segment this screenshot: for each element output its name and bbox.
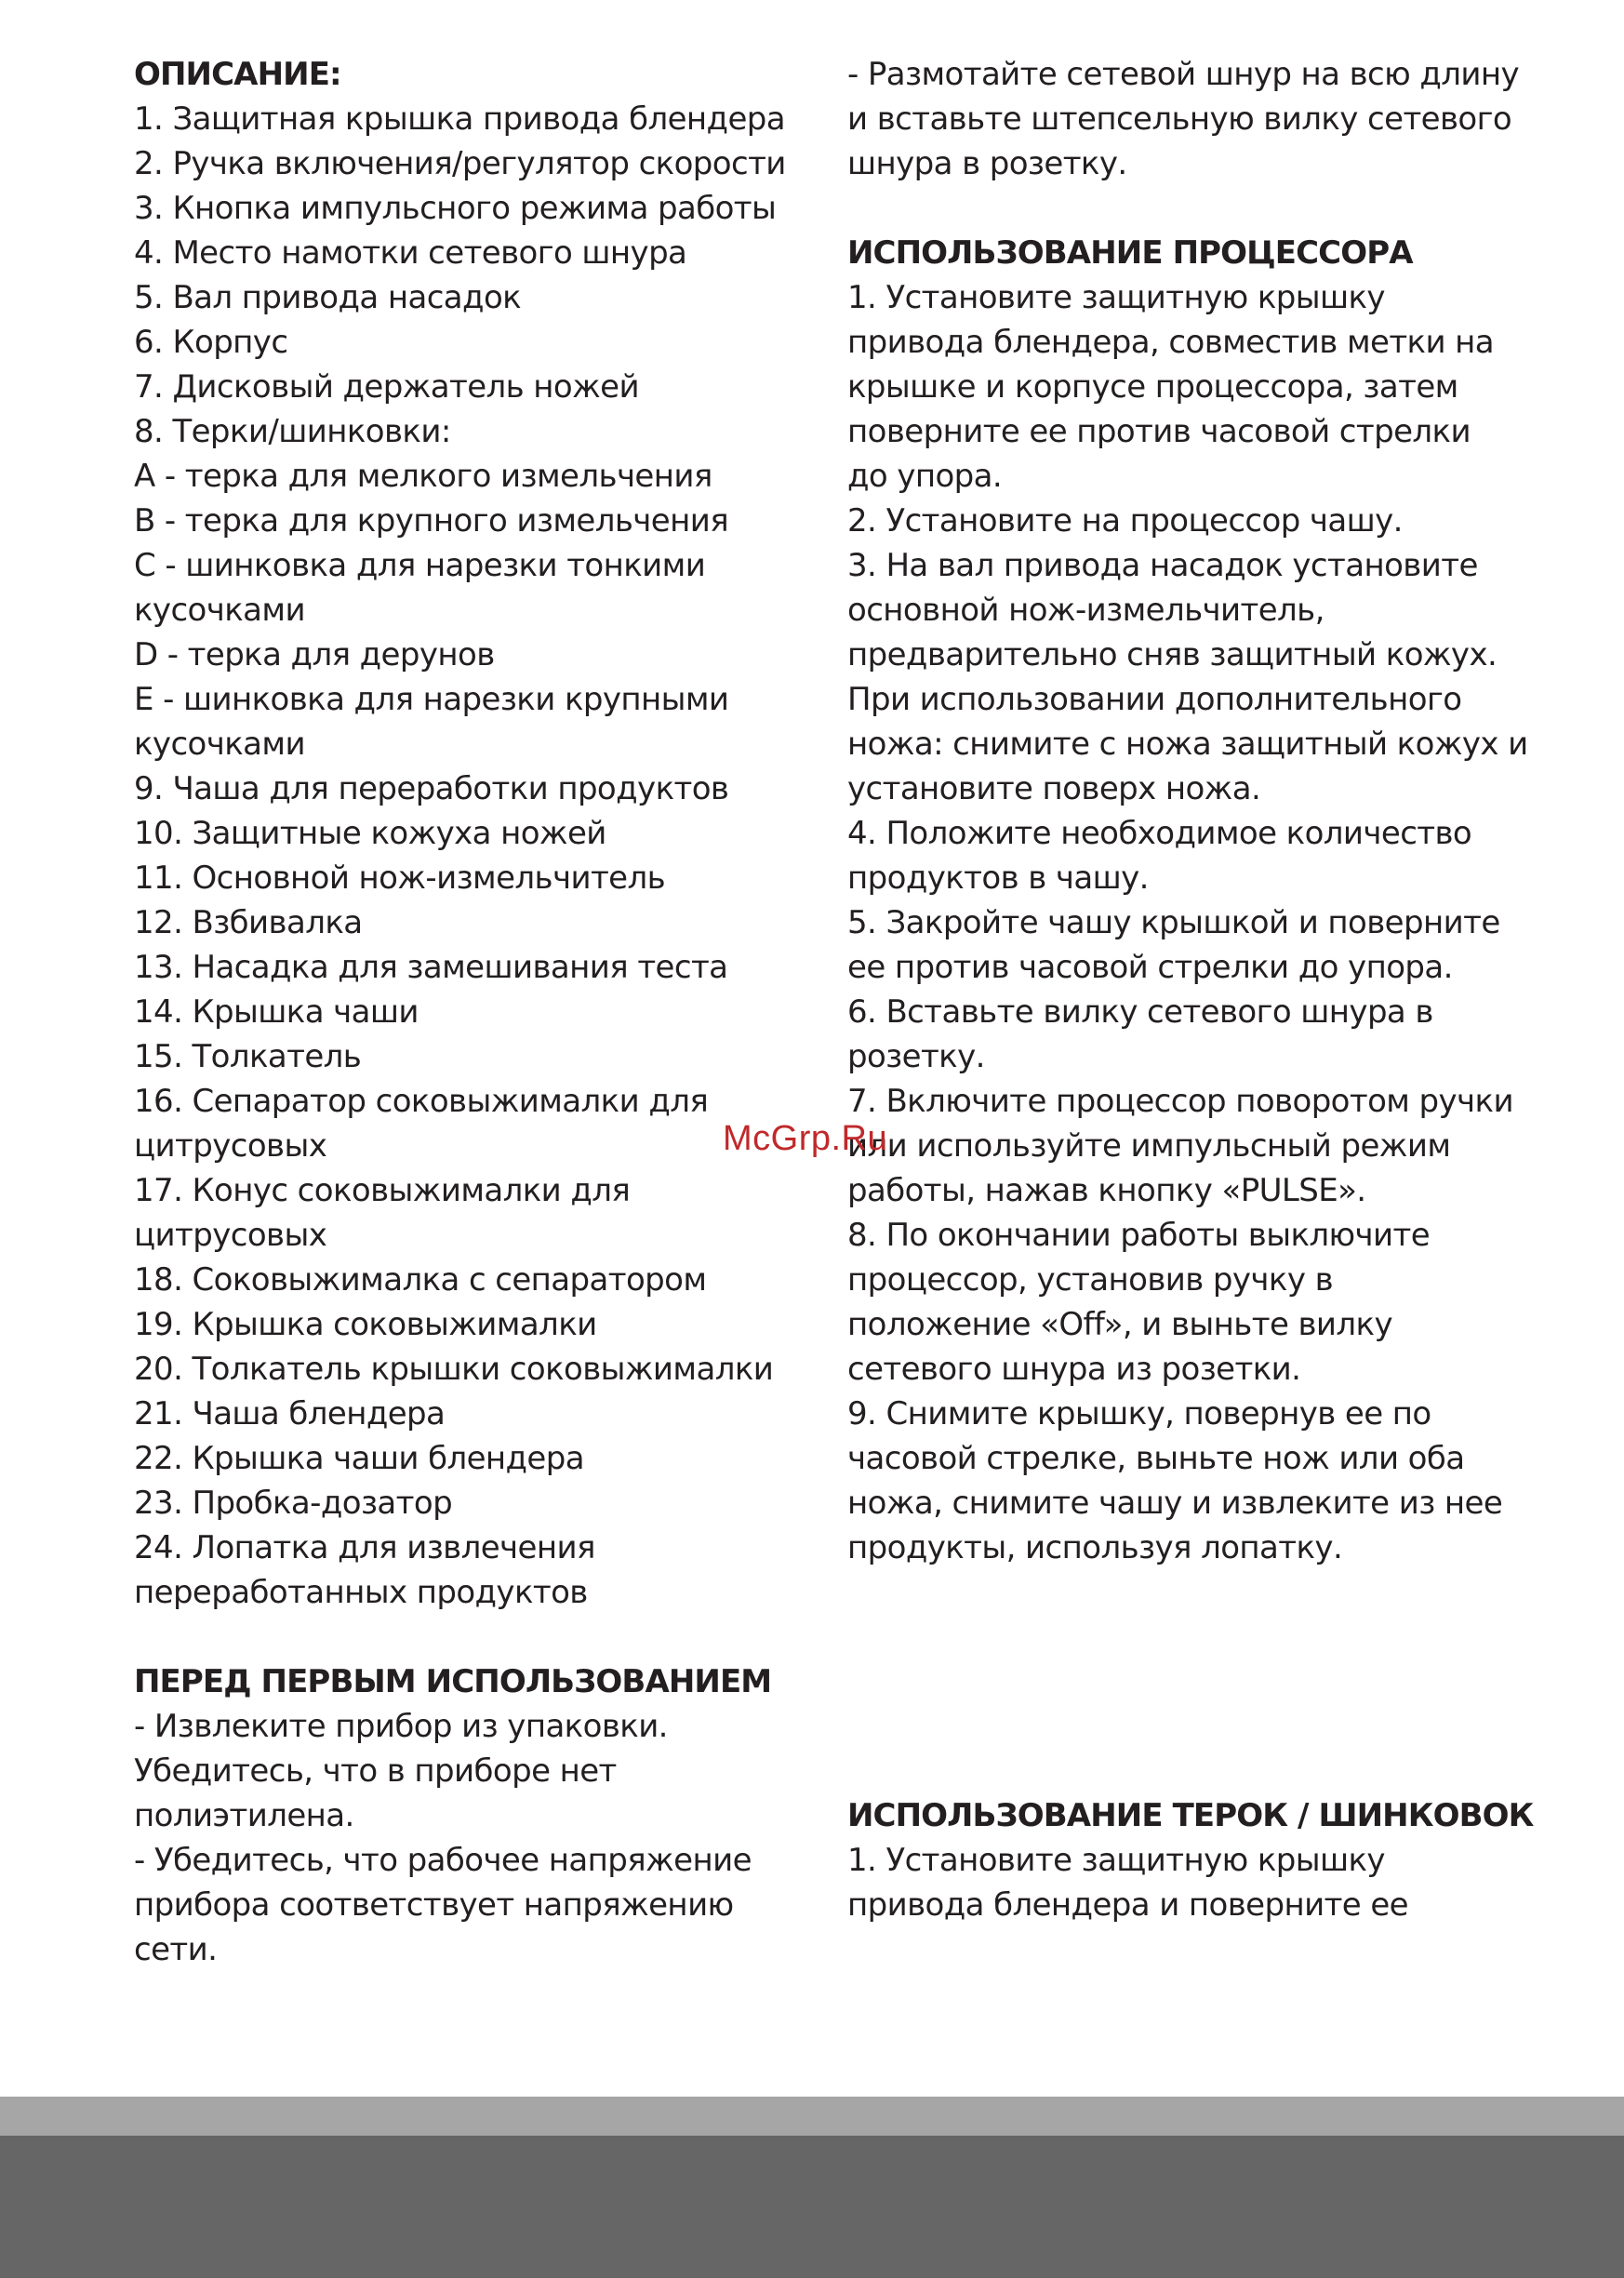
text-line: 22. Крышка чаши блендера [134,1440,584,1477]
text-line: продуктов в чашу. [847,859,1149,897]
text-line: привода блендера, совместив метки на [847,324,1495,361]
text-line: 16. Сепаратор соковыжималки для [134,1083,709,1120]
text-line: C - шинковка для нарезки тонкими [134,547,706,584]
text-line: переработанных продуктов [134,1574,588,1611]
text-line: 1. Установите защитную крышку [847,279,1385,316]
graters-use-heading: ИСПОЛЬЗОВАНИЕ ТЕРОК / ШИНКОВОК [847,1797,1534,1834]
text-line: При использовании дополнительного [847,681,1462,718]
text-line: 10. Защитные кожуха ножей [134,815,606,852]
text-line: кусочками [134,726,305,763]
text-line: ножа, снимите чашу и извлеките из нее [847,1485,1503,1522]
text-line: или используйте импульсный режим [847,1127,1451,1165]
text-line: 18. Соковыжималка с сепаратором [134,1261,707,1299]
text-line: розетку. [847,1038,985,1075]
processor-use-text [847,275,1536,1570]
text-line: 23. Пробка-дозатор [134,1485,453,1522]
text-line: 7. Включите процессор поворотом ручки [847,1083,1513,1120]
before-first-use-text [134,1704,822,1972]
text-line: ее против часовой стрелки до упора. [847,949,1453,986]
section-spacer [847,186,1536,231]
processor-use-heading: ИСПОЛЬЗОВАНИЕ ПРОЦЕССОРА [847,234,1413,272]
text-line: полиэтилена. [134,1797,354,1834]
text-line: - Убедитесь, что рабочее напряжение [134,1842,752,1879]
text-line: - Размотайте сетевой шнур на всю длину [847,56,1520,93]
text-line: привода блендера и поверните ее [847,1886,1408,1924]
text-line: 6. Вставьте вилку сетевого шнура в [847,993,1433,1031]
text-line: 9. Чаша для переработки продуктов [134,770,729,807]
text-line: Убедитесь, что в приборе нет [134,1752,617,1790]
text-line: поверните ее против часовой стрелки [847,413,1471,450]
text-line: 6. Корпус [134,324,288,361]
text-line: 2. Ручка включения/регулятор скорости [134,145,786,182]
text-line: 2. Установите на процессор чашу. [847,502,1403,540]
left-column [134,52,822,1972]
text-line: цитрусовых [134,1217,327,1254]
text-line: шнура в розетку. [847,145,1127,182]
text-line: 20. Толкатель крышки соковыжималки [134,1351,774,1388]
text-line: 3. На вал привода насадок установите [847,547,1478,584]
text-line: 13. Насадка для замешивания теста [134,949,728,986]
text-line: кусочками [134,592,305,629]
text-line: 1. Защитная крышка привода блендера [134,100,785,138]
text-line: часовой стрелке, выньте нож или оба [847,1440,1465,1477]
watermark-text: McGrp.Ru [723,1119,888,1158]
text-line: 3. Кнопка импульсного режима работы [134,190,777,227]
text-line: положение «Off», и выньте вилку [847,1306,1392,1343]
section-spacer [134,1615,822,1659]
text-line: и вставьте штепсельную вилку сетевого [847,100,1512,138]
text-line: A - терка для мелкого измельчения [134,458,712,495]
continued-text [847,52,1536,186]
text-line: 8. Терки/шинковки: [134,413,451,450]
footer-band-light [0,2097,1624,2136]
text-line: установите поверх ножа. [847,770,1261,807]
text-line: - Извлеките прибор из упаковки. [134,1708,668,1745]
footer-band-dark [0,2136,1624,2278]
text-line: сети. [134,1931,218,1968]
text-line: 8. По окончании работы выключите [847,1217,1431,1254]
text-line: ножа: снимите с ножа защитный кожух и [847,726,1528,763]
right-column [847,52,1536,1927]
text-line: 15. Толкатель [134,1038,362,1075]
text-line: прибора соответствует напряжению [134,1886,734,1924]
text-line: E - шинковка для нарезки крупными [134,681,729,718]
before-first-use-heading: ПЕРЕД ПЕРВЫМ ИСПОЛЬЗОВАНИЕМ [134,1663,772,1700]
text-line: 11. Основной нож-измельчитель [134,859,666,897]
text-line: 24. Лопатка для извлечения [134,1529,595,1566]
text-line: предварительно сняв защитный кожух. [847,636,1498,673]
text-line: процессор, установив ручку в [847,1261,1334,1299]
text-line: 12. Взбивалка [134,904,363,941]
text-line: 17. Конус соковыжималки для [134,1172,631,1209]
graters-use-text [847,1838,1536,1927]
description-heading: ОПИСАНИЕ: [134,56,341,93]
text-line: 5. Вал привода насадок [134,279,522,316]
text-line: продукты, используя лопатку. [847,1529,1343,1566]
text-line: 4. Место намотки сетевого шнура [134,234,687,272]
text-line: 14. Крышка чаши [134,993,419,1031]
text-line: 19. Крышка соковыжималки [134,1306,597,1343]
text-line: 9. Снимите крышку, повернув ее по [847,1395,1431,1432]
text-line: 7. Дисковый держатель ножей [134,368,639,406]
text-line: крышке и корпусе процессора, затем [847,368,1458,406]
text-line: 21. Чаша блендера [134,1395,446,1432]
text-line: 5. Закройте чашу крышкой и поверните [847,904,1500,941]
description-list [134,97,822,1615]
text-line: 1. Установите защитную крышку [847,1842,1385,1879]
text-line: 4. Положите необходимое количество [847,815,1472,852]
text-line: до упора. [847,458,1003,495]
text-line: работы, нажав кнопку «PULSE». [847,1172,1366,1209]
text-line: D - терка для дерунов [134,636,495,673]
text-line: цитрусовых [134,1127,327,1165]
text-line: B - терка для крупного измельчения [134,502,729,540]
text-line: основной нож-измельчитель, [847,592,1324,629]
section-spacer [847,1570,1536,1793]
text-line: сетевого шнура из розетки. [847,1351,1301,1388]
